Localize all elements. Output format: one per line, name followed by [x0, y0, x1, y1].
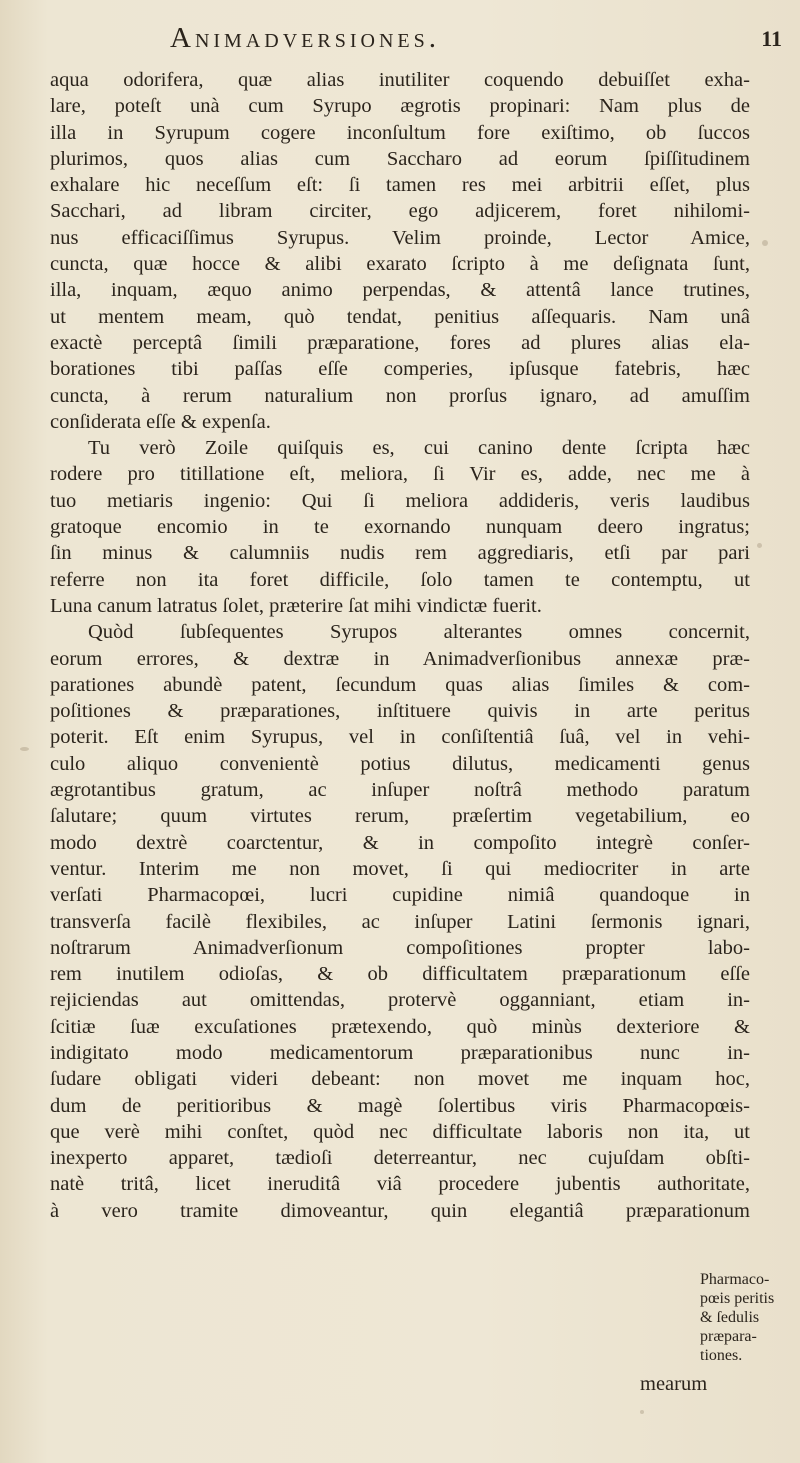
- marginal-note: [700, 1270, 796, 1365]
- text-line: nus efficaciſſimus Syrupus. Velim proinde, Lector Amice,: [50, 226, 750, 249]
- text-line: transverſa facilè flexibiles, ac inſuper Latini ſermonis ignari,: [50, 910, 750, 933]
- marginal-note-line: tiones.: [700, 1347, 743, 1364]
- running-title: Animadversiones.: [170, 22, 440, 54]
- text-line: Luna canum latratus ſolet, præterire ſat mihi vindictæ fuerit.: [50, 594, 542, 617]
- text-line: ventur. Interim me non movet, ſi qui mediocriter in arte: [50, 857, 750, 880]
- catchword: mearum: [640, 1373, 708, 1395]
- text-line: referre non ita foret difficile, ſolo tamen te contemptu, ut: [50, 568, 750, 591]
- marginal-note-line: & ſedulis: [700, 1309, 760, 1326]
- text-line: exactè perceptâ ſimili præparatione, fores ad plures alias ela-: [50, 331, 750, 354]
- text-line: cuncta, à rerum naturalium non prorſus ignaro, ad amuſſim: [50, 384, 750, 407]
- text-line: gratoque encomio in te exornando nunquam deero ingratus;: [50, 516, 750, 539]
- marginal-note-line: pœis peritis: [700, 1290, 775, 1307]
- text-line: tuo metiaris ingenio: Qui ſi meliora addideris, veris laudibus: [50, 489, 750, 512]
- text-line: culo aliquo convenientè potius dilutus, medicamenti genus: [50, 752, 750, 775]
- text-line: Sacchari, ad libram circiter, ego adjicerem, foret nihilomi-: [50, 200, 750, 223]
- page-header: [160, 20, 800, 60]
- text-line: à vero tramite dimoveantur, quin elegantiâ præparationum: [50, 1199, 750, 1222]
- text-line: plurimos, quos alias cum Saccharo ad eorum ſpiſſitudinem: [50, 147, 750, 170]
- text-line: cuncta, quæ hocce & alibi exarato ſcripto à me deſignata ſunt,: [50, 253, 750, 276]
- text-line: ſudare obligati videri debeant: non movet me inquam hoc,: [50, 1068, 750, 1091]
- page-number: 11: [761, 26, 782, 51]
- text-line: illa, inquam, æquo animo perpendas, & attentâ lance trutines,: [50, 279, 750, 302]
- foxing-spot: [762, 240, 768, 246]
- marginal-note-line: Pharmaco-: [700, 1271, 770, 1288]
- text-line: exhalare hic neceſſum eſt: ſi tamen res mei arbitrii eſſet, plus: [50, 174, 750, 197]
- text-line: rejiciendas aut omittendas, protervè ogganniant, etiam in-: [50, 989, 750, 1012]
- text-line: inexperto apparet, tædioſi deterreantur, nec cujuſdam obſti-: [50, 1147, 750, 1170]
- text-line: ut mentem meam, quò tendat, penitius aſſequaris. Nam unâ: [50, 305, 750, 328]
- text-line: ſalutare; quum virtutes rerum, præſertim vegetabilium, eo: [50, 805, 750, 828]
- text-line: aqua odorifera, quæ alias inutiliter coquendo debuiſſet exha-: [50, 69, 750, 91]
- text-line: Tu verò Zoile quiſquis es, cui canino dente ſcripta hæc: [88, 437, 750, 460]
- text-line: illa in Syrupum cogere inconſultum fore exiſtimo, ob ſuccos: [50, 121, 750, 144]
- text-line: dum de peritioribus & magè ſolertibus viris Pharmacopœis-: [50, 1094, 750, 1117]
- text-line: Quòd ſubſequentes Syrupos alterantes omnes concernit,: [88, 621, 750, 644]
- text-line: modo dextrè coarctentur, & in compoſito integrè conſer-: [50, 831, 750, 854]
- foxing-spot: [20, 747, 29, 751]
- foxing-spot: [757, 543, 762, 548]
- text-line: indigitato modo medicamentorum præparationibus nunc in-: [50, 1041, 750, 1064]
- marginal-note-line: præpara-: [700, 1328, 757, 1345]
- text-line: noſtrarum Animadverſionum compoſitiones propter labo-: [50, 936, 750, 959]
- text-line: poſitiones & præparationes, inſtituere quivis in arte peritus: [50, 700, 750, 723]
- text-line: natè tritâ, licet ineruditâ viâ procedere jubentis authoritate,: [50, 1173, 750, 1196]
- text-line: parationes abundè patent, ſecundum quas alias ſimiles & com-: [50, 673, 750, 696]
- text-line: conſiderata eſſe & expenſa.: [50, 410, 271, 433]
- text-line: eorum errores, & dextræ in Animadverſionibus annexæ præ-: [50, 647, 750, 670]
- text-line: ſcitiæ ſuæ excuſationes prætexendo, quò minùs dexteriore &: [50, 1015, 750, 1038]
- text-line: lare, poteſt unà cum Syrupo ægrotis propinari: Nam plus de: [50, 95, 750, 118]
- text-line: borationes tibi paſſas eſſe comperies, ipſusque fatebris, hæc: [50, 358, 750, 381]
- text-line: poterit. Eſt enim Syrupus, vel in conſiſtentiâ ſuâ, vel in vehi-: [50, 726, 750, 749]
- text-line: ægrotantibus gratum, ac inſuper noſtrâ methodo paratum: [50, 779, 750, 802]
- text-line: ſin minus & calumniis nudis rem aggrediaris, etſi par pari: [50, 542, 750, 565]
- main-text-block: [50, 67, 750, 1224]
- text-line: rodere pro titillatione eſt, meliora, ſi Vir es, adde, nec me à: [50, 463, 750, 486]
- text-line: rem inutilem odioſas, & ob difficultatem præparationum eſſe: [50, 963, 750, 986]
- text-line: que verè mihi conſtet, quòd nec difficultate laboris non ita, ut: [50, 1120, 750, 1143]
- text-line: verſati Pharmacopœi, lucri cupidine nimiâ quandoque in: [50, 884, 750, 907]
- foxing-spot: [640, 1410, 644, 1414]
